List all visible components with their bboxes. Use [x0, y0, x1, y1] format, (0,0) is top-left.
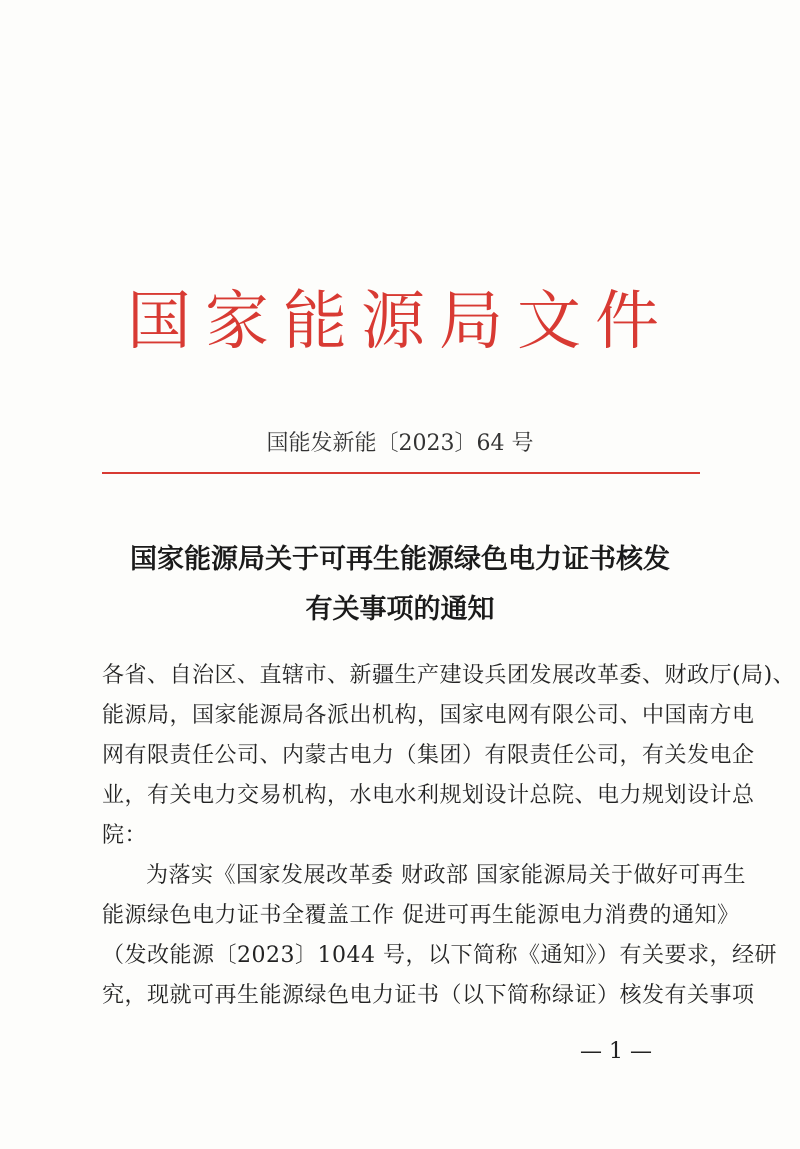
document-title-line-1: 国家能源局关于可再生能源绿色电力证书核发 [130, 544, 670, 575]
page-number: — 1 — [580, 1039, 652, 1064]
body-line-4: 业，有关电力交易机构，水电水利规划设计总院、电力规划设计总 [102, 783, 755, 808]
body-line-9: 究，现就可再生能源绿色电力证书（以下简称绿证）核发有关事项 [102, 983, 755, 1008]
body-line-3: 网有限责任公司、内蒙古电力（集团）有限责任公司，有关发电企 [102, 743, 755, 768]
red-divider-line [102, 472, 700, 474]
issuer-header-title: 国家能源局文件 [127, 285, 673, 359]
body-line-5: 院： [102, 823, 148, 848]
body-line-2: 能源局，国家能源局各派出机构，国家电网有限公司、中国南方电 [102, 703, 755, 728]
body-line-8: （发改能源〔2023〕1044 号，以下简称《通知》）有关要求，经研 [102, 943, 777, 968]
body-line-7: 能源绿色电力证书全覆盖工作 促进可再生能源电力消费的通知》 [102, 903, 740, 928]
body-line-1: 各省、自治区、直辖市、新疆生产建设兵团发展改革委、财政厅(局)、 [102, 663, 796, 688]
document-title [0, 535, 800, 635]
document-title-line-2: 有关事项的通知 [305, 594, 495, 625]
document-number: 国能发新能〔2023〕64 号 [266, 431, 534, 456]
body-line-6: 为落实《国家发展改革委 财政部 国家能源局关于做好可再生 [146, 863, 746, 888]
